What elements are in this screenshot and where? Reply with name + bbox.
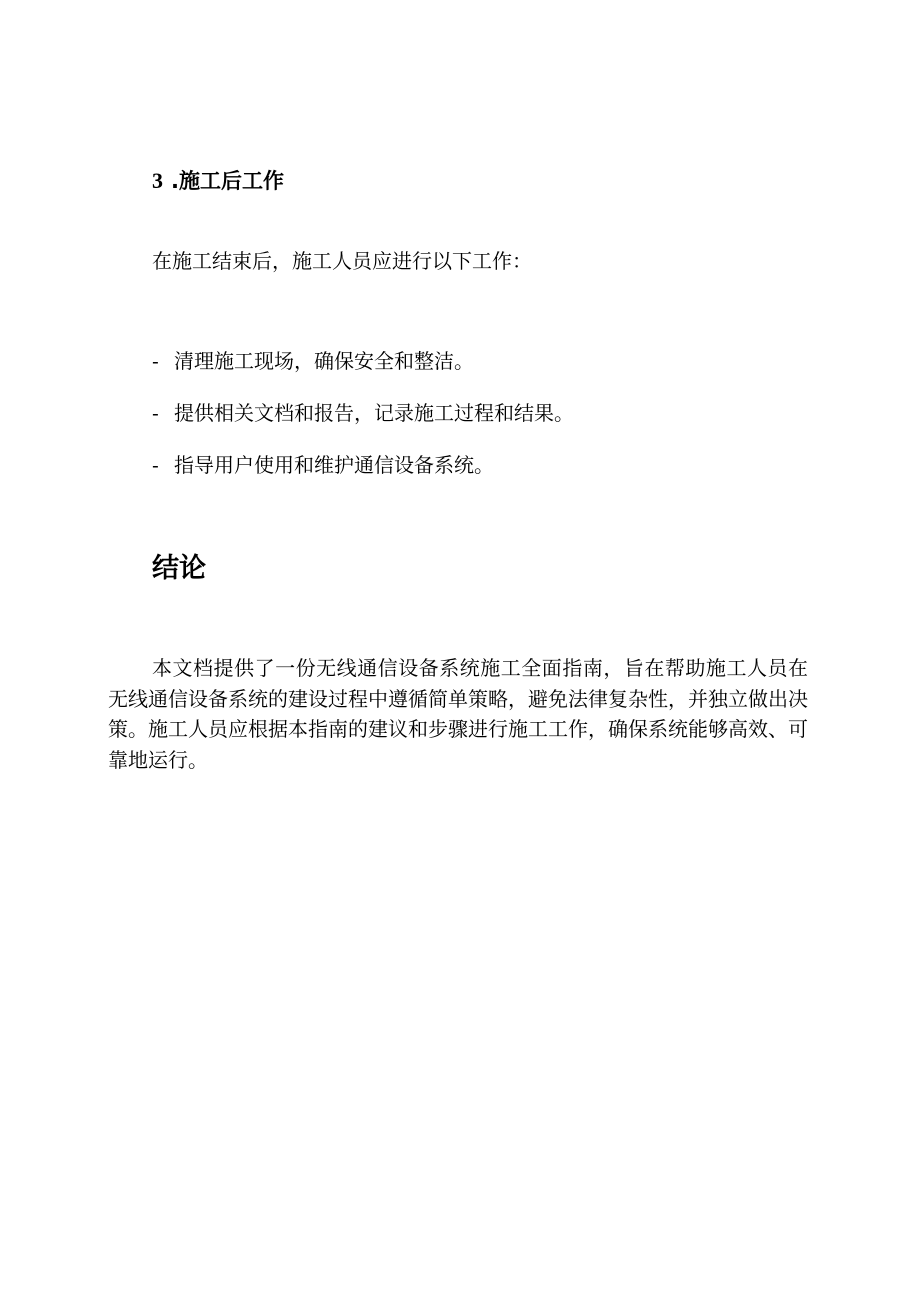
- section-heading: [152, 166, 284, 196]
- list-item: [152, 398, 574, 428]
- list-item: [152, 450, 494, 480]
- list-item-text: 提供相关文档和报告，记录施工过程和结果。: [174, 401, 574, 425]
- bullet-dash: -: [152, 453, 159, 477]
- bullet-dash: -: [152, 349, 159, 373]
- list-item: [152, 346, 474, 376]
- conclusion-heading: 结论: [152, 553, 206, 584]
- bullet-dash: -: [152, 401, 159, 425]
- conclusion-paragraph: 本文档提供了一份无线通信设备系统施工全面指南，旨在帮助施工人员在无线通信设备系统的建设过程中遵循简单策略，避免法律复杂性，并独立做出决策。施工人员应根据本指南的建议和步骤进行施工工作，确保系统能够高效、可靠地运行。: [108, 656, 808, 772]
- section-number: 3: [152, 168, 163, 193]
- list-item-text: 指导用户使用和维护通信设备系统。: [174, 453, 494, 477]
- section-title: .施工后工作: [171, 169, 284, 193]
- section-intro: 在施工结束后，施工人员应进行以下工作：: [152, 249, 532, 273]
- list-item-text: 清理施工现场，确保安全和整洁。: [174, 349, 474, 373]
